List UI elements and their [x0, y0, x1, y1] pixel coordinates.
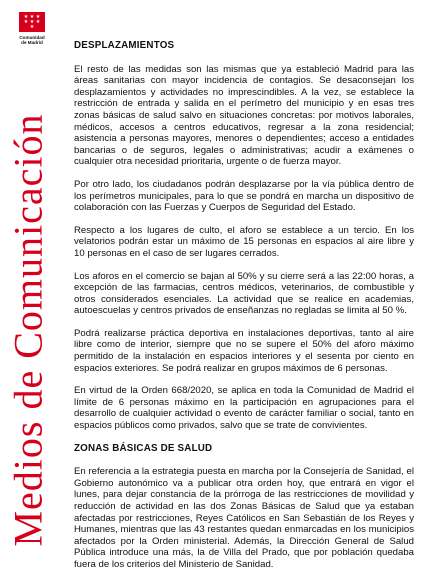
- paragraph: El resto de las medidas son las mismas que ya estableció Madrid para las áreas sanitarias con mayor incidencia de contagios. Se desaconsejan los desplazamientos y actividades no imprescindibles. A la vez, se establece la restricción de entrada y salida en el perímetro del municipio y en esas tres zonas básicas de salud salvo en situaciones concretas: por motivos laborales, médicos, accesos a centros educativos, regresar a la zona residencial; asistencia a personas mayores, menores o dependientes; acceso a entidades bancarias o de seguros, legales o administrativas; acudir a exámenes o cualquier otra necesidad prioritaria, urgente o de fuerza mayor.: [74, 63, 414, 168]
- comunidad-de-madrid-logo: [14, 12, 50, 45]
- paragraph: Podrá realizarse práctica deportiva en instalaciones deportivas, tanto al aire libre como de interior, siempre que no se supere el 50% del aforo máximo permitido de la instalación en espacios interiores y el sesenta por ciento en espacios exteriores. Se podrá realizar en grupos máximos de 6 personas.: [74, 327, 414, 374]
- logo-line-2: de Madrid: [21, 40, 43, 46]
- paragraph: Respecto a los lugares de culto, el aforo se establece a un tercio. En los velatorios podrán estar un máximo de 15 personas en espacios al aire libre y 10 personas en el caso de ser lugares cerrados.: [74, 224, 414, 259]
- section-heading-zonas-basicas: ZONAS BÁSICAS DE SALUD: [74, 442, 213, 454]
- madrid-flag-icon: ★ ★ ★ ★ ★ ★ ★: [19, 12, 45, 32]
- logo-line-1: Comunidad: [19, 35, 45, 40]
- paragraph: En referencia a la estrategia puesta en marcha por la Consejería de Sanidad, el Gobierno autonómico va a publicar otra orden hoy, que entrará en vigor el lunes, para dejar constancia de la prórroga de las restricciones de movilidad y reducción de actividad en las dos Zonas Básicas de Salud que ya estaban afectadas por restricciones, Reyes Católicos en San Sebastián de los Reyes y Humanes, mientras que las 43 restantes quedan enmarcadas en los municipios afectados por la Orden ministerial. Además, la Dirección General de Salud Pública introduce una más, la de Villa del Prado, que por población quedaba fuera de los criterios del Ministerio de Sanidad.: [74, 466, 414, 570]
- paragraph: Por otro lado, los ciudadanos podrán desplazarse por la vía pública dentro de los perímetros municipales, para lo que se pondrá en marcha un dispositivo de colaboración con las Fuerzas y Cuerpos de Seguridad del Estado.: [74, 178, 414, 214]
- section-heading-desplazamientos: DESPLAZAMIENTOS: [74, 40, 175, 51]
- sidebar-title-container: [2, 100, 54, 560]
- sidebar-title: Medios de Comunicación: [5, 113, 51, 547]
- paragraph: Los aforos en el comercio se bajan al 50% y su cierre será a las 22:00 horas, a excepción de las farmacias, centros médicos, veterinarios, de combustible y otros considerados esenciales. La actividad que se realice en academias, autoescuelas y centros privados de enseñanzas no regladas se limita al 50 %.: [74, 270, 414, 317]
- document-body: [74, 40, 414, 582]
- paragraph: En virtud de la Orden 668/2020, se aplica en toda la Comunidad de Madrid el límite de 6 personas máximo en la participación en agrupaciones para el desarrollo de cualquier actividad o evento de carácter familiar o social, tanto en espacios públicos como privados, salvo que se trate de convivientes.: [74, 385, 414, 432]
